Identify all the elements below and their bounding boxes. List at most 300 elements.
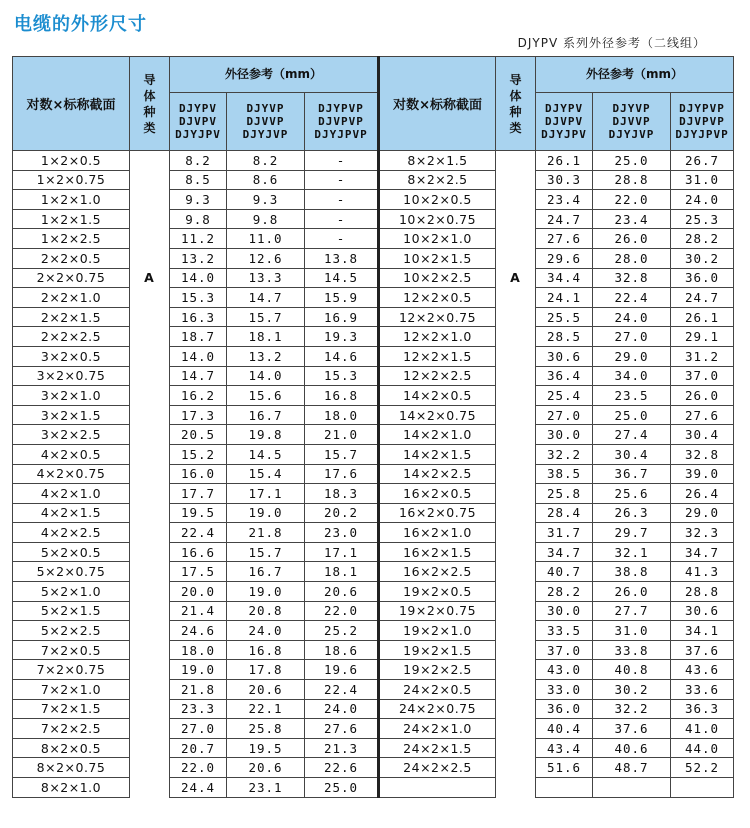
diameter-cell: 20.5 (170, 425, 227, 445)
diameter-cell: 15.7 (227, 307, 305, 327)
spec-cell: 3×2×0.75 (13, 366, 130, 386)
table-row (13, 229, 734, 249)
diameter-cell: 24.7 (671, 288, 734, 308)
diameter-cell: 9.8 (170, 209, 227, 229)
diameter-cell: - (305, 190, 379, 210)
od-header-right: 外径参考（mm） (536, 57, 734, 93)
conductor-type-cell (130, 190, 170, 210)
diameter-cell: 48.7 (593, 758, 671, 778)
od-header-left: 外径参考（mm） (170, 57, 379, 93)
diameter-cell: 32.8 (671, 444, 734, 464)
cable-dimension-table (12, 56, 734, 798)
diameter-cell: 27.0 (170, 719, 227, 739)
diameter-cell: 37.0 (671, 366, 734, 386)
table-row (13, 699, 734, 719)
diameter-cell: 22.4 (593, 288, 671, 308)
conductor-header-left-text: 导 体 种 类 (143, 72, 156, 135)
spec-cell: 16×2×0.75 (379, 503, 496, 523)
diameter-cell: 23.3 (170, 699, 227, 719)
diameter-cell: 32.1 (593, 542, 671, 562)
diameter-cell: 30.2 (593, 680, 671, 700)
diameter-cell: 28.0 (593, 248, 671, 268)
diameter-cell: 22.0 (305, 601, 379, 621)
diameter-cell: 23.0 (305, 523, 379, 543)
spec-cell: 1×2×1.5 (13, 209, 130, 229)
diameter-cell: 9.8 (227, 209, 305, 229)
conductor-type-cell (496, 542, 536, 562)
diameter-cell: 41.3 (671, 562, 734, 582)
spec-cell: 7×2×1.5 (13, 699, 130, 719)
diameter-cell: 29.0 (593, 346, 671, 366)
diameter-cell: 40.8 (593, 660, 671, 680)
spec-cell: 16×2×0.5 (379, 484, 496, 504)
diameter-cell: 28.4 (536, 503, 593, 523)
diameter-cell: 21.3 (305, 738, 379, 758)
conductor-type-cell (130, 170, 170, 190)
spec-cell: 8×2×2.5 (379, 170, 496, 190)
diameter-cell: 36.7 (593, 464, 671, 484)
diameter-cell (593, 778, 671, 798)
diameter-cell: 24.6 (170, 621, 227, 641)
diameter-cell: 15.7 (227, 542, 305, 562)
conductor-type-cell (130, 582, 170, 602)
diameter-cell: 17.1 (227, 484, 305, 504)
spec-cell: 2×2×0.5 (13, 248, 130, 268)
diameter-cell: 24.0 (305, 699, 379, 719)
conductor-header-left (130, 57, 170, 151)
table-row (13, 170, 734, 190)
conductor-type-cell (130, 640, 170, 660)
diameter-cell: 52.2 (671, 758, 734, 778)
diameter-cell: 32.8 (593, 268, 671, 288)
conductor-type-cell (130, 464, 170, 484)
spec-cell: 12×2×1.0 (379, 327, 496, 347)
diameter-cell: 36.3 (671, 699, 734, 719)
diameter-cell: 18.0 (305, 405, 379, 425)
diameter-cell: 27.6 (536, 229, 593, 249)
conductor-type-cell (130, 680, 170, 700)
diameter-cell: 15.3 (305, 366, 379, 386)
conductor-type-cell (496, 464, 536, 484)
diameter-cell: 29.0 (671, 503, 734, 523)
spec-cell: 4×2×1.0 (13, 484, 130, 504)
table-row (13, 582, 734, 602)
spec-cell: 14×2×1.5 (379, 444, 496, 464)
spec-cell: 8×2×1.5 (379, 151, 496, 171)
diameter-cell: 11.0 (227, 229, 305, 249)
diameter-cell: 27.6 (671, 405, 734, 425)
model-header-1-left-text: DJYPV DJVPV DJYJPV (175, 102, 221, 141)
diameter-cell: 18.7 (170, 327, 227, 347)
conductor-type-cell (130, 719, 170, 739)
diameter-cell: 15.2 (170, 444, 227, 464)
diameter-cell: 30.4 (671, 425, 734, 445)
diameter-cell: 19.3 (305, 327, 379, 347)
diameter-cell: 24.0 (593, 307, 671, 327)
diameter-cell: 25.6 (593, 484, 671, 504)
diameter-cell: 30.0 (536, 601, 593, 621)
conductor-type-cell (496, 660, 536, 680)
conductor-type-cell (130, 601, 170, 621)
diameter-cell: 14.0 (170, 346, 227, 366)
conductor-type-cell (496, 151, 536, 171)
diameter-cell: 17.7 (170, 484, 227, 504)
diameter-cell: 8.2 (227, 151, 305, 171)
conductor-type-cell (130, 562, 170, 582)
table-subtitle: DJYPV 系列外径参考（二线组） (517, 36, 706, 50)
conductor-type-cell (496, 503, 536, 523)
conductor-type-cell (496, 484, 536, 504)
model-header-3-right-text: DJYPVP DJVPVP DJYJPVP (675, 102, 729, 141)
diameter-cell: 19.0 (227, 582, 305, 602)
conductor-type-cell: A (496, 268, 536, 288)
table-row (13, 405, 734, 425)
diameter-cell: 27.7 (593, 601, 671, 621)
model-header-2-left (227, 93, 305, 151)
table-row (13, 425, 734, 445)
diameter-cell: 36.4 (536, 366, 593, 386)
diameter-cell: 21.4 (170, 601, 227, 621)
table-row (13, 190, 734, 210)
conductor-type-cell (130, 778, 170, 798)
diameter-cell: 40.4 (536, 719, 593, 739)
model-header-2-right (593, 93, 671, 151)
diameter-cell: 20.8 (227, 601, 305, 621)
diameter-cell: 38.5 (536, 464, 593, 484)
conductor-type-cell (496, 523, 536, 543)
diameter-cell: 33.5 (536, 621, 593, 641)
conductor-type-cell (130, 699, 170, 719)
diameter-cell: 32.2 (536, 444, 593, 464)
diameter-cell: 30.6 (671, 601, 734, 621)
diameter-cell: 30.2 (671, 248, 734, 268)
diameter-cell: 18.0 (170, 640, 227, 660)
diameter-cell: 13.2 (170, 248, 227, 268)
conductor-type-cell (130, 346, 170, 366)
diameter-cell: 24.7 (536, 209, 593, 229)
diameter-cell: 17.8 (227, 660, 305, 680)
diameter-cell: 18.3 (305, 484, 379, 504)
spec-cell: 10×2×2.5 (379, 268, 496, 288)
diameter-cell: 22.4 (305, 680, 379, 700)
diameter-cell: 15.6 (227, 386, 305, 406)
diameter-cell: 24.0 (227, 621, 305, 641)
table-row (13, 288, 734, 308)
diameter-cell (536, 778, 593, 798)
table-row (13, 444, 734, 464)
conductor-type-cell (496, 425, 536, 445)
diameter-cell: 19.0 (227, 503, 305, 523)
spec-cell: 19×2×0.5 (379, 582, 496, 602)
diameter-cell: 17.5 (170, 562, 227, 582)
diameter-cell: 22.4 (170, 523, 227, 543)
spec-header-left: 对数×标称截面 (13, 57, 130, 151)
diameter-cell: 14.5 (305, 268, 379, 288)
conductor-header-right-text: 导 体 种 类 (509, 72, 522, 135)
diameter-cell: 43.6 (671, 660, 734, 680)
diameter-cell: 25.3 (671, 209, 734, 229)
diameter-cell: 34.7 (536, 542, 593, 562)
spec-cell: 7×2×1.0 (13, 680, 130, 700)
spec-cell: 8×2×1.0 (13, 778, 130, 798)
spec-cell (379, 778, 496, 798)
spec-cell: 4×2×1.5 (13, 503, 130, 523)
diameter-cell: 51.6 (536, 758, 593, 778)
diameter-cell: 21.8 (227, 523, 305, 543)
diameter-cell: 26.1 (536, 151, 593, 171)
diameter-cell (671, 778, 734, 798)
table-row (13, 719, 734, 739)
diameter-cell: 43.4 (536, 738, 593, 758)
diameter-cell: 8.6 (227, 170, 305, 190)
conductor-type-cell (130, 366, 170, 386)
diameter-cell: 16.3 (170, 307, 227, 327)
diameter-cell: 16.7 (227, 405, 305, 425)
diameter-cell: 24.4 (170, 778, 227, 798)
diameter-cell: 20.0 (170, 582, 227, 602)
conductor-type-cell (130, 425, 170, 445)
spec-cell: 5×2×0.75 (13, 562, 130, 582)
diameter-cell: 30.0 (536, 425, 593, 445)
spec-cell: 19×2×1.0 (379, 621, 496, 641)
model-header-3-left (305, 93, 379, 151)
table-row (13, 484, 734, 504)
table-row (13, 307, 734, 327)
spec-header-right: 对数×标称截面 (379, 57, 496, 151)
diameter-cell: 17.6 (305, 464, 379, 484)
spec-cell: 14×2×1.0 (379, 425, 496, 445)
diameter-cell: - (305, 151, 379, 171)
diameter-cell: 13.8 (305, 248, 379, 268)
diameter-cell: 32.2 (593, 699, 671, 719)
table-body (13, 151, 734, 798)
diameter-cell: 20.2 (305, 503, 379, 523)
model-header-1-right (536, 93, 593, 151)
diameter-cell: 14.7 (170, 366, 227, 386)
diameter-cell: 8.5 (170, 170, 227, 190)
diameter-cell: 26.3 (593, 503, 671, 523)
table-row (13, 542, 734, 562)
diameter-cell: 34.0 (593, 366, 671, 386)
diameter-cell: 11.2 (170, 229, 227, 249)
spec-cell: 4×2×2.5 (13, 523, 130, 543)
conductor-type-cell (496, 307, 536, 327)
conductor-type-cell (130, 523, 170, 543)
diameter-cell: 26.1 (671, 307, 734, 327)
table-row (13, 778, 734, 798)
diameter-cell: 41.0 (671, 719, 734, 739)
spec-cell: 4×2×0.75 (13, 464, 130, 484)
spec-cell: 14×2×0.5 (379, 386, 496, 406)
diameter-cell: 30.4 (593, 444, 671, 464)
conductor-type-cell (496, 346, 536, 366)
diameter-cell: 22.0 (593, 190, 671, 210)
model-header-1-right-text: DJYPV DJVPV DJYJPV (541, 102, 587, 141)
table-row (13, 503, 734, 523)
diameter-cell: 34.4 (536, 268, 593, 288)
conductor-type-cell (496, 758, 536, 778)
diameter-cell: 14.7 (227, 288, 305, 308)
diameter-cell: 30.3 (536, 170, 593, 190)
conductor-type-cell (496, 719, 536, 739)
conductor-type-cell (130, 738, 170, 758)
diameter-cell: 25.5 (536, 307, 593, 327)
diameter-cell: 16.6 (170, 542, 227, 562)
spec-cell: 3×2×2.5 (13, 425, 130, 445)
conductor-type-cell (496, 366, 536, 386)
diameter-cell: 8.2 (170, 151, 227, 171)
diameter-cell: 25.8 (536, 484, 593, 504)
conductor-type-cell (130, 660, 170, 680)
diameter-cell: 25.2 (305, 621, 379, 641)
spec-cell: 1×2×2.5 (13, 229, 130, 249)
diameter-cell: 33.0 (536, 680, 593, 700)
spec-cell: 5×2×1.0 (13, 582, 130, 602)
diameter-cell: 20.6 (305, 582, 379, 602)
diameter-cell: 23.4 (536, 190, 593, 210)
conductor-type-cell (130, 444, 170, 464)
spec-cell: 3×2×0.5 (13, 346, 130, 366)
diameter-cell: 21.0 (305, 425, 379, 445)
diameter-cell: 26.0 (593, 582, 671, 602)
conductor-type-cell (130, 327, 170, 347)
diameter-cell: 16.8 (305, 386, 379, 406)
diameter-cell: 22.6 (305, 758, 379, 778)
conductor-type-cell (130, 151, 170, 171)
diameter-cell: 29.1 (671, 327, 734, 347)
table-row (13, 209, 734, 229)
spec-cell: 2×2×0.75 (13, 268, 130, 288)
diameter-cell: 22.0 (170, 758, 227, 778)
conductor-type-cell (496, 680, 536, 700)
table-row (13, 738, 734, 758)
diameter-cell: 28.8 (671, 582, 734, 602)
conductor-type-cell (496, 640, 536, 660)
spec-cell: 19×2×1.5 (379, 640, 496, 660)
diameter-cell: 18.1 (227, 327, 305, 347)
conductor-type-cell (130, 229, 170, 249)
conductor-type-cell (496, 209, 536, 229)
model-header-2-right-text: DJYVP DJVVP DJYJVP (608, 102, 655, 141)
diameter-cell: 13.2 (227, 346, 305, 366)
diameter-cell: 27.4 (593, 425, 671, 445)
diameter-cell: 24.1 (536, 288, 593, 308)
conductor-type-cell (496, 170, 536, 190)
diameter-cell: 15.3 (170, 288, 227, 308)
diameter-cell: 40.7 (536, 562, 593, 582)
conductor-type-cell: A (130, 268, 170, 288)
spec-cell: 14×2×2.5 (379, 464, 496, 484)
conductor-type-cell (130, 758, 170, 778)
diameter-cell: 44.0 (671, 738, 734, 758)
spec-cell: 12×2×0.75 (379, 307, 496, 327)
diameter-cell: 17.3 (170, 405, 227, 425)
table-row (13, 464, 734, 484)
diameter-cell: 14.6 (305, 346, 379, 366)
diameter-cell: 13.3 (227, 268, 305, 288)
spec-cell: 24×2×1.5 (379, 738, 496, 758)
diameter-cell: 36.0 (671, 268, 734, 288)
diameter-cell: 34.1 (671, 621, 734, 641)
spec-cell: 1×2×0.5 (13, 151, 130, 171)
conductor-type-cell (496, 621, 536, 641)
conductor-type-cell (496, 562, 536, 582)
spec-cell: 19×2×2.5 (379, 660, 496, 680)
table-row (13, 621, 734, 641)
diameter-cell: 14.5 (227, 444, 305, 464)
diameter-cell: 25.4 (536, 386, 593, 406)
spec-cell: 24×2×1.0 (379, 719, 496, 739)
diameter-cell: 21.8 (170, 680, 227, 700)
conductor-type-cell (130, 542, 170, 562)
diameter-cell: 27.0 (536, 405, 593, 425)
diameter-cell: 26.4 (671, 484, 734, 504)
table-row (13, 640, 734, 660)
conductor-type-cell (496, 601, 536, 621)
diameter-cell: 26.0 (671, 386, 734, 406)
conductor-type-cell (130, 386, 170, 406)
model-header-1-left (170, 93, 227, 151)
spec-cell: 10×2×1.0 (379, 229, 496, 249)
diameter-cell: 22.1 (227, 699, 305, 719)
table-row (13, 386, 734, 406)
diameter-cell: 43.0 (536, 660, 593, 680)
diameter-cell: 18.1 (305, 562, 379, 582)
conductor-type-cell (496, 190, 536, 210)
spec-cell: 16×2×1.0 (379, 523, 496, 543)
diameter-cell: 16.0 (170, 464, 227, 484)
spec-cell: 10×2×0.75 (379, 209, 496, 229)
diameter-cell: 26.7 (671, 151, 734, 171)
spec-cell: 2×2×2.5 (13, 327, 130, 347)
diameter-cell: 19.8 (227, 425, 305, 445)
diameter-cell: 25.0 (593, 405, 671, 425)
spec-cell: 16×2×1.5 (379, 542, 496, 562)
diameter-cell: 20.6 (227, 758, 305, 778)
spec-cell: 7×2×2.5 (13, 719, 130, 739)
conductor-header-right (496, 57, 536, 151)
conductor-type-cell (130, 288, 170, 308)
spec-cell: 1×2×1.0 (13, 190, 130, 210)
diameter-cell: 40.6 (593, 738, 671, 758)
spec-cell: 10×2×0.5 (379, 190, 496, 210)
conductor-type-cell (130, 405, 170, 425)
diameter-cell: 28.2 (536, 582, 593, 602)
table-row (13, 758, 734, 778)
diameter-cell: 15.9 (305, 288, 379, 308)
spec-cell: 5×2×2.5 (13, 621, 130, 641)
spec-cell: 8×2×0.5 (13, 738, 130, 758)
conductor-type-cell (130, 621, 170, 641)
conductor-type-cell (496, 444, 536, 464)
spec-cell: 3×2×1.5 (13, 405, 130, 425)
conductor-type-cell (496, 386, 536, 406)
spec-cell: 5×2×0.5 (13, 542, 130, 562)
table-row (13, 327, 734, 347)
spec-cell: 8×2×0.75 (13, 758, 130, 778)
diameter-cell: 31.2 (671, 346, 734, 366)
diameter-cell: 12.6 (227, 248, 305, 268)
spec-cell: 24×2×0.75 (379, 699, 496, 719)
conductor-type-cell (496, 738, 536, 758)
diameter-cell: 17.1 (305, 542, 379, 562)
diameter-cell: 16.7 (227, 562, 305, 582)
diameter-cell: 23.1 (227, 778, 305, 798)
conductor-type-cell (496, 778, 536, 798)
diameter-cell: 28.5 (536, 327, 593, 347)
conductor-type-cell (496, 699, 536, 719)
diameter-cell: 28.2 (671, 229, 734, 249)
